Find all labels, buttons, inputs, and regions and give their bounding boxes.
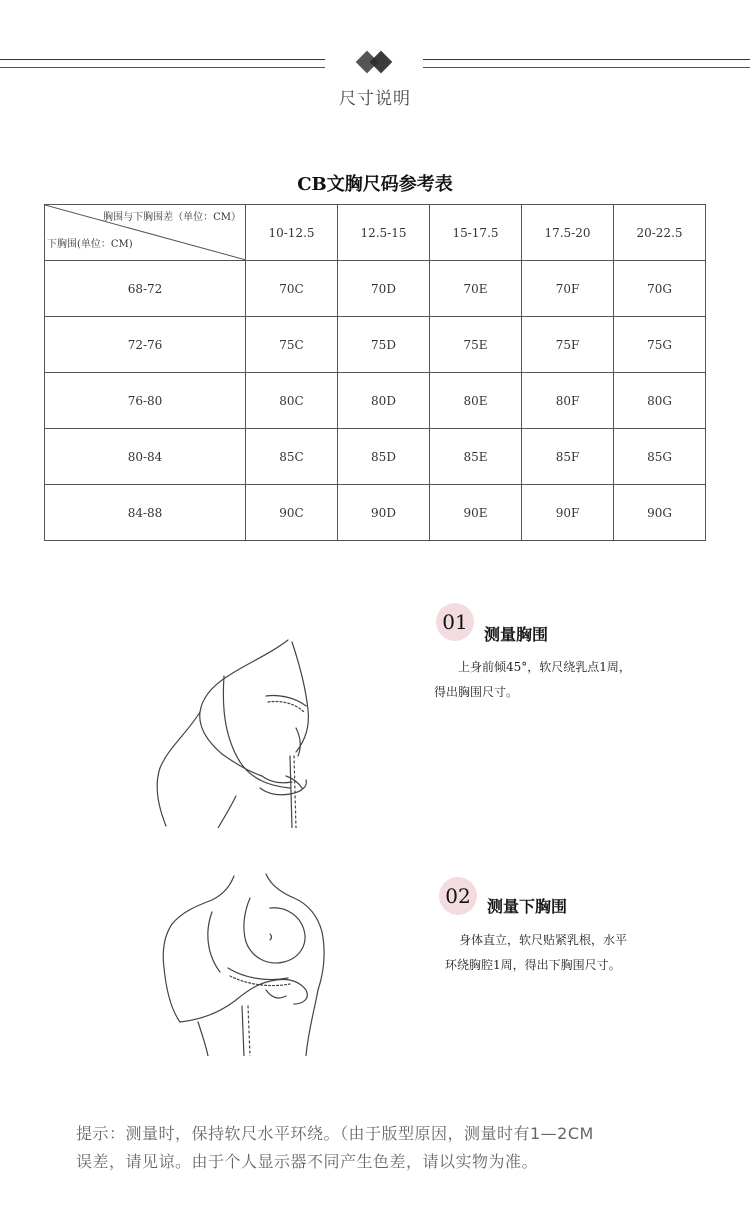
column-header: 12.5-15 <box>338 205 430 261</box>
size-cell: 75G <box>614 317 706 373</box>
step-number-badge: 02 <box>439 877 477 915</box>
size-cell: 70G <box>614 261 706 317</box>
table-row <box>45 261 706 317</box>
row-label: 68-72 <box>45 261 246 317</box>
size-cell: 85E <box>430 429 522 485</box>
size-cell: 70D <box>338 261 430 317</box>
column-header: 15-17.5 <box>430 205 522 261</box>
row-label: 80-84 <box>45 429 246 485</box>
size-cell: 85F <box>522 429 614 485</box>
size-cell: 80G <box>614 373 706 429</box>
row-label: 84-88 <box>45 485 246 541</box>
step-description <box>434 655 631 705</box>
header-rule-left-top <box>0 59 325 60</box>
column-header: 17.5-20 <box>522 205 614 261</box>
size-cell: 90D <box>338 485 430 541</box>
size-table <box>44 204 706 541</box>
table-corner-cell <box>45 205 246 261</box>
table-header-row <box>45 205 706 261</box>
corner-bottom-label: 下胸围(单位：CM) <box>47 239 133 250</box>
size-cell: 85C <box>246 429 338 485</box>
size-cell: 70E <box>430 261 522 317</box>
bust-measure-illustration <box>150 636 330 828</box>
size-cell: 75D <box>338 317 430 373</box>
step-desc-line: 环绕胸腔1周，得出下胸围尺寸。 <box>445 958 621 972</box>
size-cell: 85D <box>338 429 430 485</box>
corner-top-label: 胸围与下胸围差（单位：CM） <box>103 212 241 223</box>
size-cell: 75E <box>430 317 522 373</box>
size-cell: 70F <box>522 261 614 317</box>
header-rule-right-top <box>423 59 750 60</box>
table-title: CB文胸尺码参考表 <box>297 174 453 195</box>
size-cell: 70C <box>246 261 338 317</box>
row-label: 72-76 <box>45 317 246 373</box>
header-rule-left-bottom <box>0 67 325 68</box>
table-row <box>45 485 706 541</box>
size-cell: 80D <box>338 373 430 429</box>
section-title: 尺寸说明 <box>339 89 411 109</box>
table-row <box>45 317 706 373</box>
footer-note <box>76 1120 696 1176</box>
step-title: 测量下胸围 <box>487 897 568 916</box>
column-header: 10-12.5 <box>246 205 338 261</box>
size-cell: 75C <box>246 317 338 373</box>
underbust-measure-illustration <box>158 872 338 1056</box>
header-diamond-icon-right <box>370 51 393 74</box>
step-desc-line: 得出胸围尺寸。 <box>434 685 519 699</box>
size-cell: 90G <box>614 485 706 541</box>
step-desc-line: 上身前倾45°，软尺绕乳点1周， <box>458 660 631 674</box>
footer-line: 误差，请见谅。由于个人显示器不同产生色差，请以实物为准。 <box>76 1152 539 1171</box>
size-cell: 75F <box>522 317 614 373</box>
size-cell: 85G <box>614 429 706 485</box>
size-cell: 80F <box>522 373 614 429</box>
table-row <box>45 373 706 429</box>
size-cell: 90E <box>430 485 522 541</box>
step-title: 测量胸围 <box>484 625 549 644</box>
step-desc-line: 身体直立，软尺贴紧乳根，水平 <box>459 933 628 947</box>
table-row <box>45 429 706 485</box>
row-label: 76-80 <box>45 373 246 429</box>
size-cell: 80E <box>430 373 522 429</box>
step-number-badge: 01 <box>436 603 474 641</box>
size-cell: 80C <box>246 373 338 429</box>
step-description <box>445 928 627 978</box>
header-rule-right-bottom <box>423 67 750 68</box>
column-header: 20-22.5 <box>614 205 706 261</box>
footer-line: 提示：测量时，保持软尺水平环绕。（由于版型原因，测量时有1—2CM <box>76 1124 594 1143</box>
size-cell: 90F <box>522 485 614 541</box>
size-cell: 90C <box>246 485 338 541</box>
